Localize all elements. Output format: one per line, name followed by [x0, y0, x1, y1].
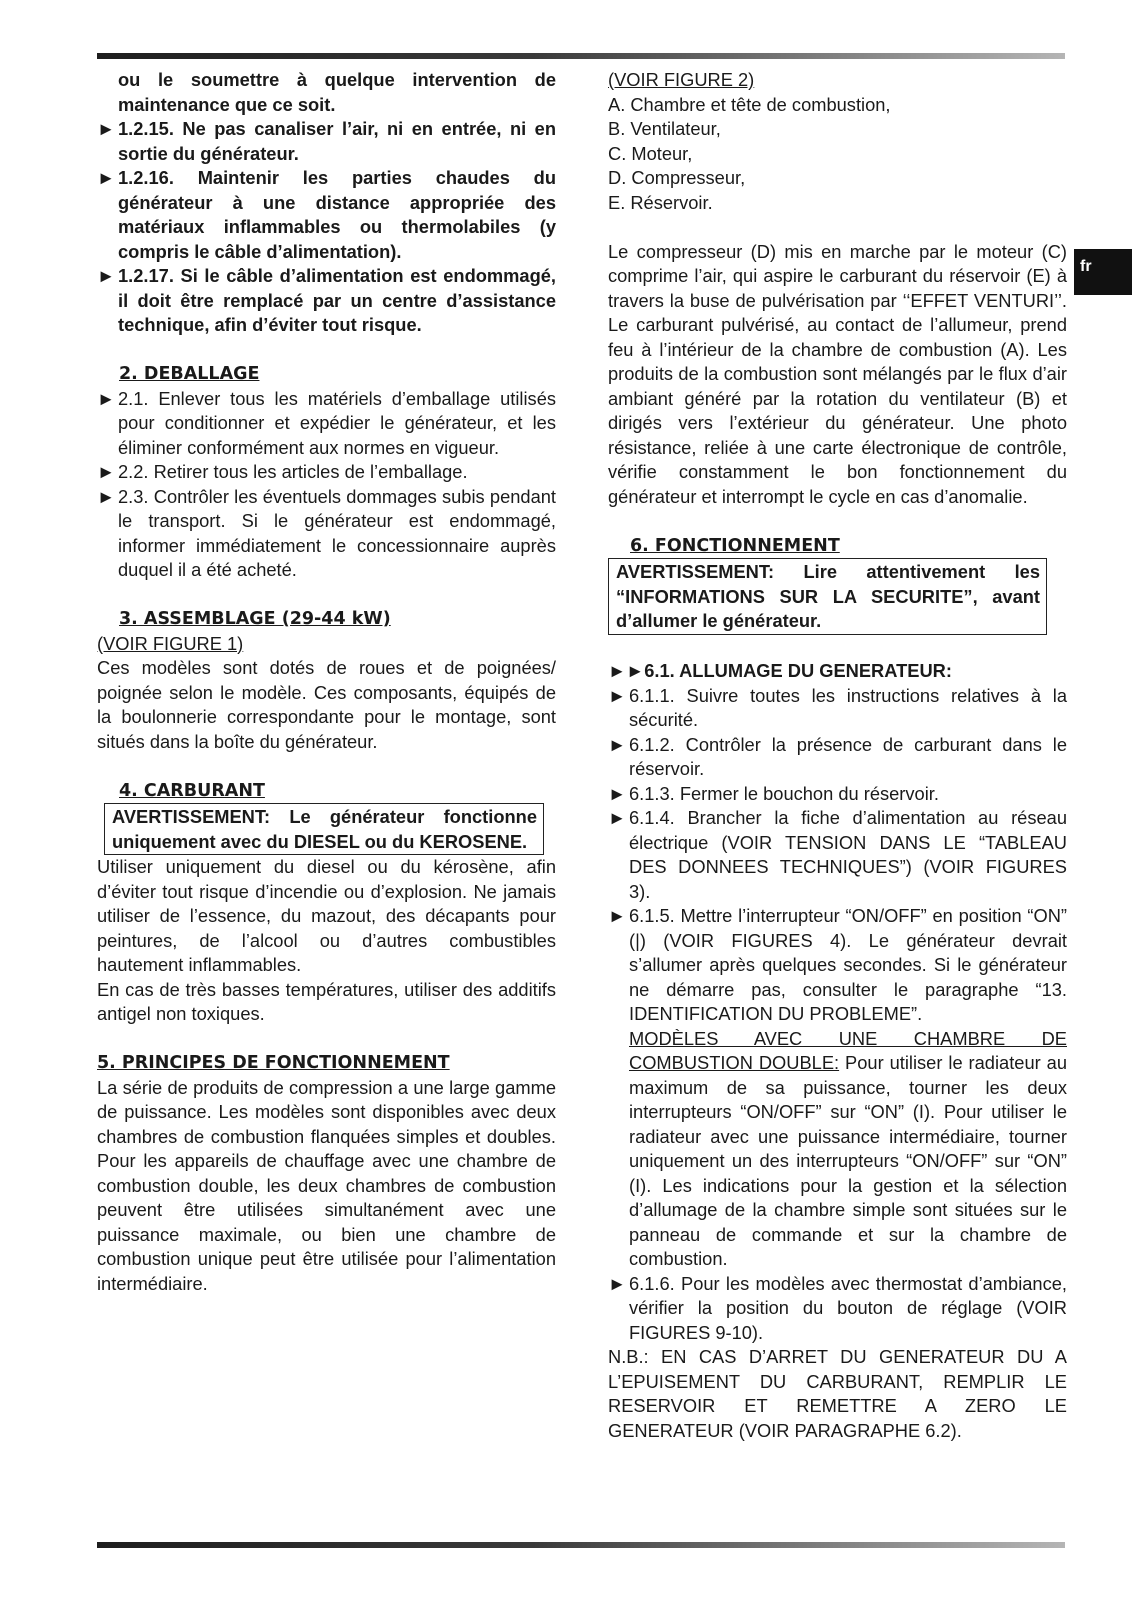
- list-item-6-1-6: ► 6.1.6. Pour les modèles avec thermostat d’ambiance, vérifier la position du bouton de réglage (VOIR FIGURES 9-10).: [608, 1272, 1067, 1343]
- continued-text: ou le soumettre à quelque intervention de maintenance que ce soit.: [118, 69, 556, 115]
- arrow-icon: ►: [608, 807, 627, 828]
- arrow-icon: ►: [97, 387, 116, 409]
- figure-reference: (VOIR FIGURE 2): [608, 69, 755, 90]
- list-item-1-2-16: ► 1.2.16. Maintenir les parties chaudes du générateur à une distance appropriée des matériaux inflammables ou thermolabiles (y compris le câble d’alimentation).: [97, 167, 556, 262]
- left-column: [97, 68, 556, 1296]
- double-chamber-label: MODÈLES AVEC UNE CHAMBRE DE COMBUSTION DOUBLE:: [629, 1027, 1067, 1073]
- list-item-1-2-17: ► 1.2.17. Si le câble d’alimentation est endommagé, il doit être remplacé par un centre d’assistance technique, afin d’éviter tout risque.: [97, 265, 556, 335]
- right-column: [608, 68, 1067, 1443]
- list-item-6-1-1: ► 6.1.1. Suivre toutes les instructions relatives à la sécurité.: [608, 684, 1067, 730]
- list-item-6-1-5: ► 6.1.5. Mettre l’interrupteur “ON/OFF” en position “ON” (|) (VOIR FIGURES 4). Le générateur devrait s’allumer après quelques secondes. Si le générateur ne démarre pas, consulter le paragraphe “13. IDENTIFICATION DU PROBLEME”.: [608, 905, 1067, 1024]
- paragraph-fuel: Utiliser uniquement du diesel ou du kérosène, afin d’éviter tout risque d’incendie ou d’explosion. Ne jamais utiliser de l’essence, du mazout, des décapants pour peintures, de l’alcool ou d’autres combustibles hautement inflammables.: [97, 856, 556, 975]
- list-item-2-1: ► 2.1. Enlever tous les matériels d’emballage utilisés pour conditionner et expédier le générateur, et les éliminer conformément aux normes en vigueur.: [97, 387, 556, 458]
- arrow-icon: ►: [97, 118, 116, 139]
- arrow-icon: ►: [608, 684, 627, 706]
- parts-list-item: B. Ventilateur,: [608, 118, 721, 139]
- arrow-icon: ►: [608, 905, 627, 926]
- warning-box-safety: AVERTISSEMENT: Lire attentivement les “INFORMATIONS SUR LA SECURITE”, avant d’allumer le générateur.: [608, 558, 1047, 635]
- arrow-icon: ►: [97, 167, 116, 188]
- parts-list-item: C. Moteur,: [608, 142, 693, 164]
- warning-box-fuel: AVERTISSEMENT: Le générateur fonctionne uniquement avec du DIESEL ou du KEROSENE.: [104, 803, 544, 855]
- subsection-heading-allumage: ►►6.1. ALLUMAGE DU GENERATEUR:: [608, 660, 952, 681]
- paragraph-principes: La série de produits de compression a une large gamme de puissance. Les modèles sont disponibles avec deux chambres de combustion flanquées simples et doubles. Pour les appareils de chauffage avec une chambre de combustion double, les deux chambres de combustion peuvent être utilisées simultanément avec une puissance maximale, ou bien une chambre de combustion unique peut être utilisée pour l’alimentation intermédiaire.: [97, 1076, 556, 1294]
- arrow-icon: ►: [608, 733, 627, 755]
- arrow-icon: ►: [97, 461, 116, 482]
- double-chamber-note: MODÈLES AVEC UNE CHAMBRE DE COMBUSTION DOUBLE: Pour utiliser le radiateur au maximum de sa puissance, tourner les deux interrupteurs “ON/OFF” sur “ON” (I). Pour utiliser le radiateur avec une puissance intermédiaire, tourner uniquement un des interrupteurs “ON/OFF” sur “ON” (I). Les indications pour la gestion et la sélection d’allumage de la chambre simple sont situées sur le panneau de commande et sur la chambre de combustion.: [629, 1027, 1067, 1269]
- arrow-icon: ►: [97, 265, 116, 286]
- arrow-icon: ►: [97, 485, 116, 507]
- paragraph-operation: Le compresseur (D) mis en marche par le moteur (C) comprime l’air, qui aspire le carburant du réservoir (E) à travers la buse de pulvérisation par ‘‘EFFET VENTURI’’. Le carburant pulvérisé, au contact de l’allumeur, prend feu à l’intérieur de la chambre de combustion (A). Les produits de la combustion sont mélangés par le flux d’air ambiant généré par la rotation du ventilateur (B) et dirigés vers l’extérieur du générateur. Une photo résistance, reliée à une carte électronique de contrôle, vérifie constamment le bon fonctionnement du générateur et interrompt le cycle en cas d’anomalie.: [608, 240, 1067, 507]
- bottom-rule: [97, 1542, 1065, 1548]
- list-item-2-3: ► 2.3. Contrôler les éventuels dommages subis pendant le transport. Si le générateur est endommagé, informer immédiatement le concessionnaire auprès duquel il a été acheté.: [97, 485, 556, 580]
- language-tab: fr: [1074, 249, 1132, 295]
- parts-list-item: A. Chambre et tête de combustion,: [608, 93, 891, 115]
- paragraph-antifreeze: En cas de très basses températures, utiliser des additifs antigel non toxiques.: [97, 978, 556, 1024]
- section-heading-carburant: 4. CARBURANT: [119, 780, 265, 801]
- section-heading-principes: 5. PRINCIPES DE FONCTIONNEMENT: [97, 1053, 450, 1073]
- list-item-2-2: ► 2.2. Retirer tous les articles de l’emballage.: [97, 460, 556, 485]
- list-item-6-1-3: ► 6.1.3. Fermer le bouchon du réservoir.: [608, 782, 1067, 807]
- parts-list-item: D. Compresseur,: [608, 167, 746, 188]
- section-heading-assemblage: 3. ASSEMBLAGE (29-44 kW): [119, 609, 391, 629]
- list-item-1-2-15: ► 1.2.15. Ne pas canaliser l’air, ni en entrée, ni en sortie du générateur.: [97, 118, 556, 164]
- top-rule: [97, 53, 1065, 59]
- double-arrow-icon: ►►: [608, 660, 645, 681]
- section-heading-deballage: 2. DEBALLAGE: [119, 364, 260, 384]
- arrow-icon: ►: [608, 782, 627, 804]
- parts-list-item: E. Réservoir.: [608, 191, 713, 213]
- list-item-6-1-4: ► 6.1.4. Brancher la fiche d’alimentation au réseau électrique (VOIR TENSION DANS LE “TABLEAU DES DONNEES TECHNIQUES”) (VOIR FIGURES 3).: [608, 807, 1067, 902]
- figure-reference: (VOIR FIGURE 1): [97, 632, 244, 654]
- arrow-icon: ►: [608, 1272, 627, 1294]
- section-heading-fonctionnement: 6. FONCTIONNEMENT: [630, 535, 840, 556]
- list-item-6-1-2: ► 6.1.2. Contrôler la présence de carburant dans le réservoir.: [608, 733, 1067, 779]
- nota-bene: N.B.: EN CAS D’ARRET DU GENERATEUR DU A L’EPUISEMENT DU CARBURANT, REMPLIR LE RESERVOIR ET REMETTRE A ZERO LE GENERATEUR (VOIR PARAGRAPHE 6.2).: [608, 1346, 1067, 1441]
- paragraph-assemblage: Ces modèles sont dotés de roues et de poignées/ poignée selon le modèle. Ces composants, équipés de la boulonnerie correspondante pour le montage, sont situés dans la boîte du générateur.: [97, 657, 556, 752]
